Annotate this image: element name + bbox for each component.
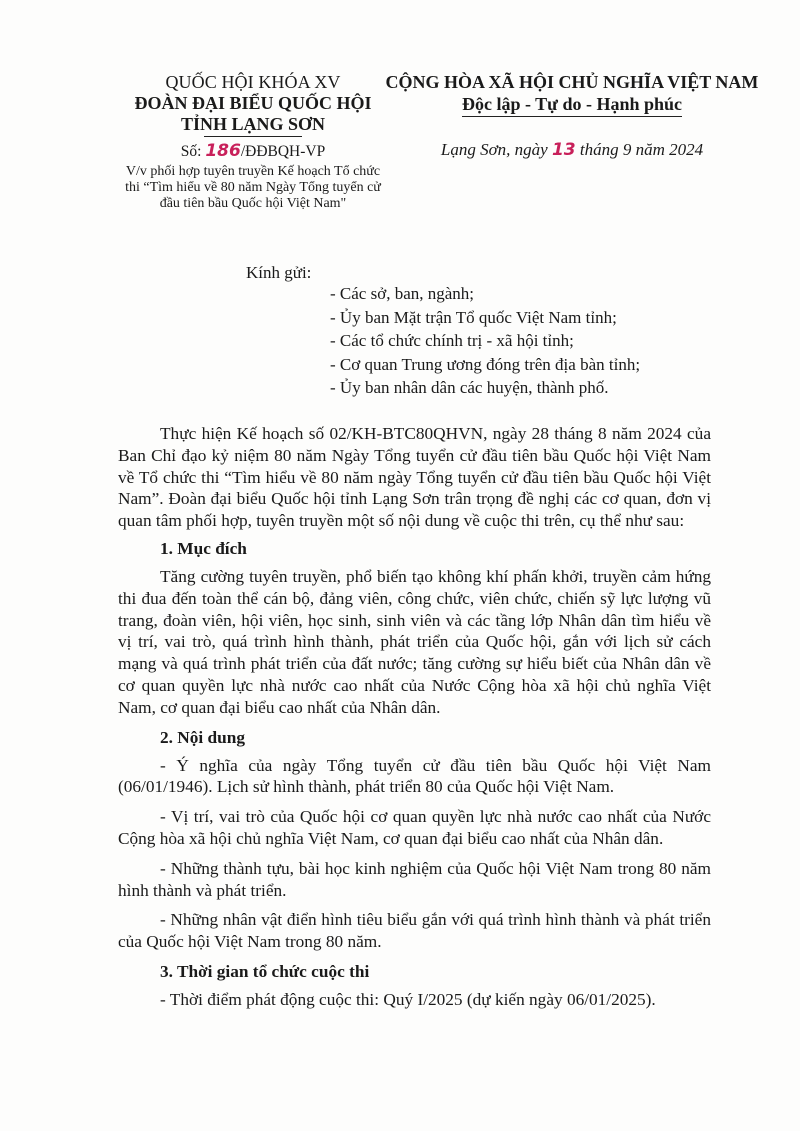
motto-underline bbox=[462, 116, 682, 117]
national-motto-block bbox=[372, 72, 772, 161]
section-3-title: 3. Thời gian tổ chức cuộc thi bbox=[160, 961, 370, 981]
issuing-agency-block bbox=[118, 72, 388, 212]
document-number-suffix: /ĐĐBQH-VP bbox=[240, 143, 326, 160]
agency-parent: QUỐC HỘI KHÓA XV bbox=[165, 72, 341, 92]
date-prefix: Lạng Sơn, ngày bbox=[440, 140, 552, 159]
recipient-item: - Ủy ban nhân dân các huyện, thành phố. bbox=[330, 378, 609, 398]
document-date bbox=[372, 139, 772, 161]
national-motto: Độc lập - Tự do - Hạnh phúc bbox=[461, 94, 683, 114]
document-number-handwritten: 186 bbox=[205, 141, 241, 161]
recipient-item: - Ủy ban Mặt trận Tổ quốc Việt Nam tỉnh; bbox=[330, 307, 617, 327]
date-suffix: tháng 9 năm 2024 bbox=[575, 140, 704, 159]
section-1-title: 1. Mục đích bbox=[160, 538, 247, 558]
section-2-item: - Vị trí, vai trò của Quốc hội cơ quan quyền lực nhà nước cao nhất của Nước Cộng hòa xã hội chủ nghĩa Việt Nam, cơ quan đại biểu cao nhất của Nhân dân. bbox=[118, 807, 711, 848]
salutation: Kính gửi: bbox=[246, 263, 312, 282]
section-2-item: - Ý nghĩa của ngày Tổng tuyển cử đầu tiên bầu Quốc hội Việt Nam (06/01/1946). Lịch sử hình thành, phát triển 80 của Quốc hội Việt Nam. bbox=[118, 755, 711, 797]
section-3-item: - Thời điểm phát động cuộc thi: Quý I/2025 (dự kiến ngày 06/01/2025). bbox=[160, 989, 656, 1009]
date-day-handwritten: 13 bbox=[551, 140, 576, 160]
country-name: CỘNG HÒA XÃ HỘI CHỦ NGHĨA VIỆT NAM bbox=[385, 72, 759, 92]
recipient-list bbox=[330, 282, 640, 400]
section-1-text: Tăng cường tuyên truyền, phổ biến tạo không khí phấn khởi, truyền cảm hứng thi đua đến toàn thể cán bộ, đảng viên, công chức, viên chức, chiến sỹ lực lượng vũ trang, đoàn viên, hội viên, học sinh, sinh viên và các tầng lớp Nhân dân tìm hiểu về vị trí, vai trò, quá trình hình thành, phát triển của Quốc hội, gắn với lịch sử cách mạng và quá trình phát triển của đất nước; tăng cường sự hiểu biết của Nhân dân về cơ quan quyền lực nhà nước cao nhất của Nước Cộng hòa xã hội chủ nghĩa Việt Nam, cơ quan đại biểu cao nhất của Nhân dân. bbox=[118, 566, 711, 717]
document-body bbox=[118, 423, 711, 1011]
document-subject: V/v phối hợp tuyên truyền Kế hoạch Tổ chức thi “Tìm hiểu về 80 năm Ngày Tổng tuyển cử đầu tiên bầu Quốc hội Việt Nam" bbox=[125, 164, 381, 211]
recipient-item: - Các sở, ban, ngành; bbox=[330, 284, 475, 303]
document-number-prefix: Số: bbox=[180, 143, 206, 160]
intro-paragraph: Thực hiện Kế hoạch số 02/KH-BTC80QHVN, ngày 28 tháng 8 năm 2024 của Ban Chỉ đạo kỷ niệm 80 năm Ngày Tổng tuyển cử đầu tiên bầu Quốc hội Việt Nam về Tổ chức thi “Tìm hiểu về 80 năm ngày Tổng tuyển cử đầu tiên bầu Quốc hội Việt Nam”. Đoàn đại biểu Quốc hội tỉnh Lạng Sơn trân trọng đề nghị các cơ quan, đơn vị quan tâm phối hợp, tuyên truyền một số nội dung về cuộc thi trên, cụ thể như sau: bbox=[118, 424, 711, 531]
agency-province: TỈNH LẠNG SƠN bbox=[180, 114, 326, 134]
agency-name: ĐOÀN ĐẠI BIỂU QUỐC HỘI bbox=[134, 93, 372, 113]
section-2-item: - Những nhân vật điển hình tiêu biểu gắn với quá trình hình thành và phát triển của Quốc hội Việt Nam trong 80 năm. bbox=[118, 910, 711, 952]
agency-underline bbox=[204, 136, 302, 137]
document-number bbox=[118, 141, 388, 162]
section-2-item: - Những thành tựu, bài học kinh nghiệm của Quốc hội Việt Nam trong 80 năm hình thành và phát triển. bbox=[118, 858, 711, 900]
recipient-item: - Các tổ chức chính trị - xã hội tỉnh; bbox=[330, 331, 574, 351]
recipient-item: - Cơ quan Trung ương đóng trên địa bàn tỉnh; bbox=[330, 354, 641, 374]
section-2-title: 2. Nội dung bbox=[160, 727, 245, 747]
